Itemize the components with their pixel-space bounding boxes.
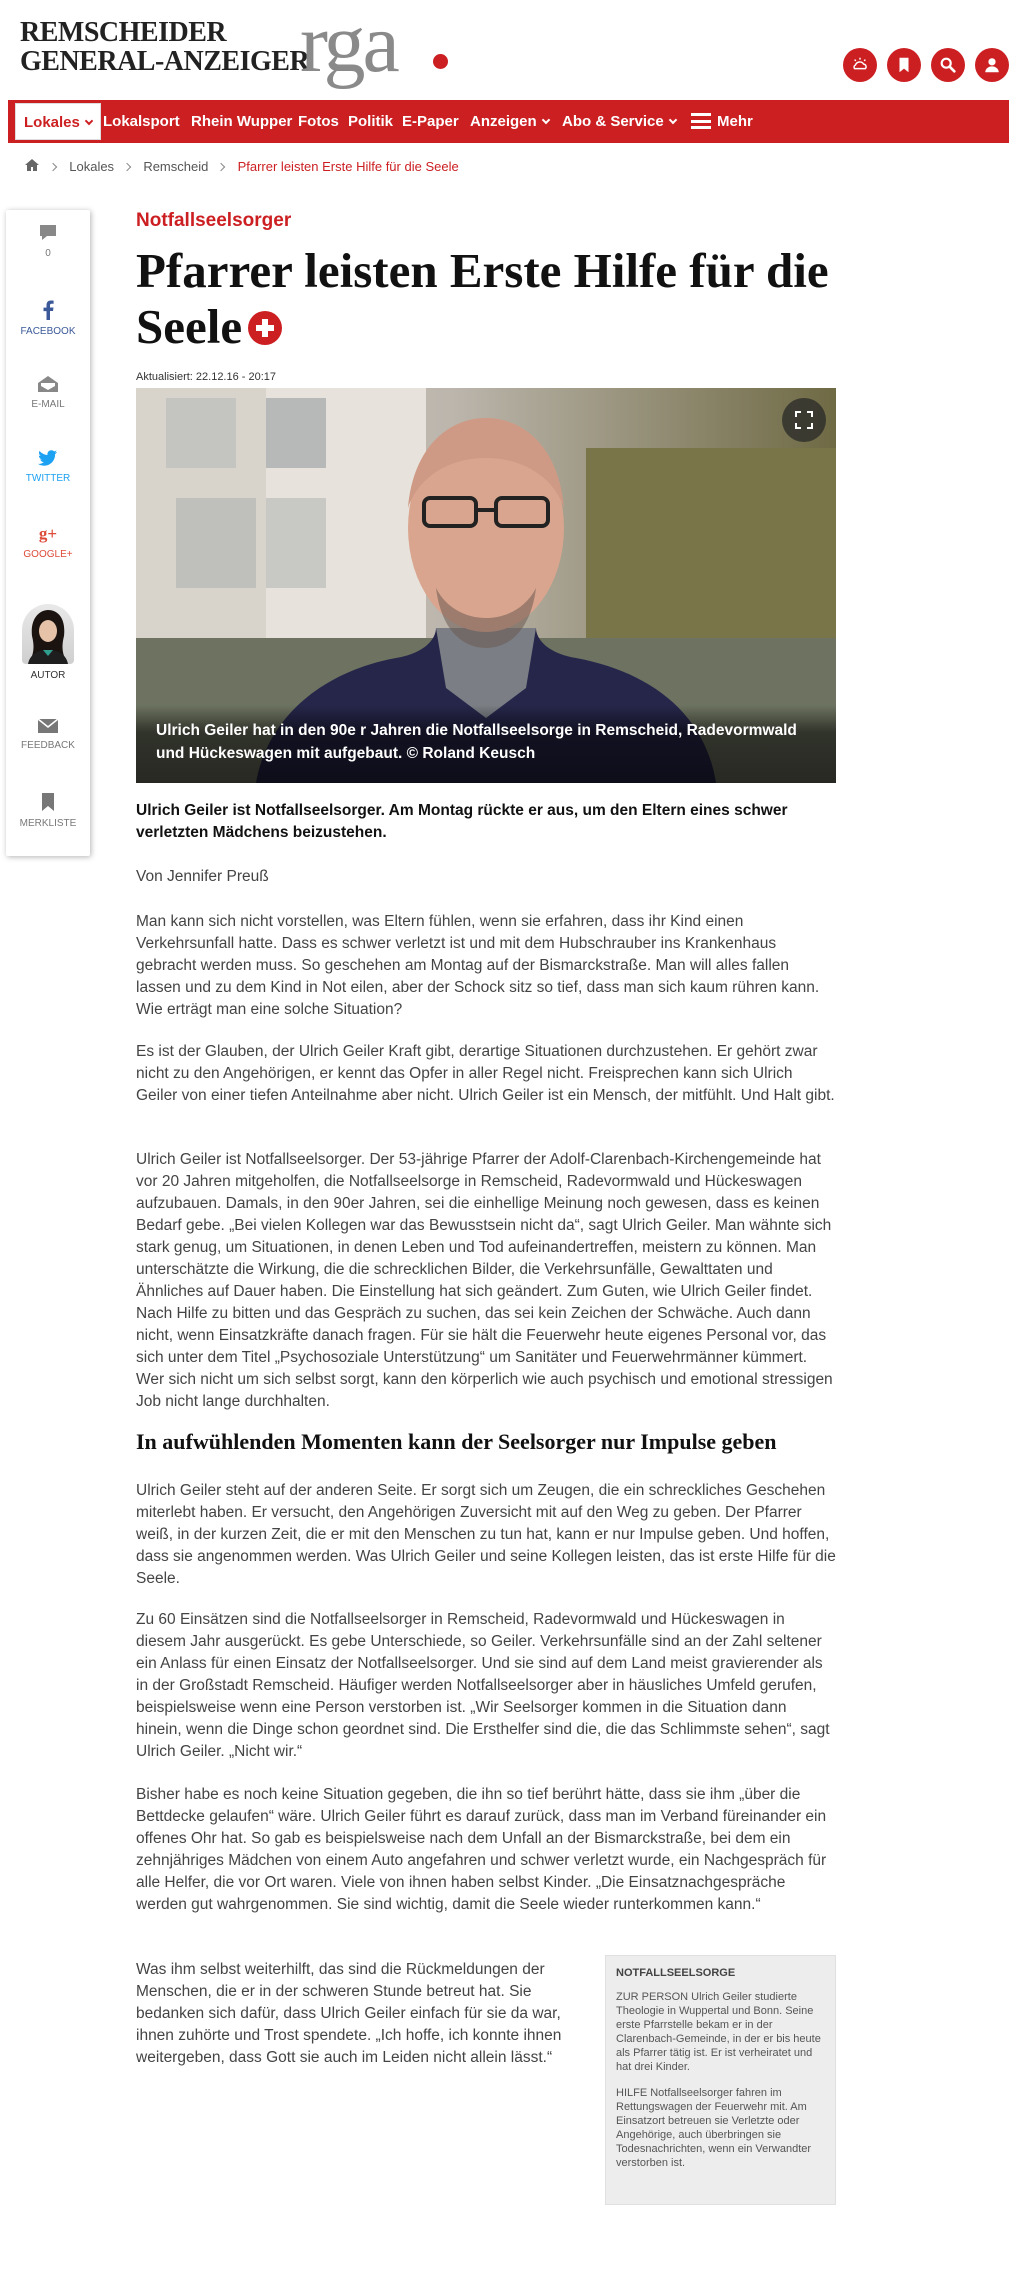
article-paragraph: Was ihm selbst weiterhilft, das sind die Rückmeldungen der Menschen, die er in der schweren Stunde betreut hat. Sie bedanken sich dafür, dass Ulrich Geiler einfach für sie da war, ihnen zuhörte und Trost spendete. „Ich hoffe, ich konnte ihnen weitergeben, dass Gott sie auch im Leiden nicht allein lässt.“	[136, 1961, 562, 2066]
nav-item-label: Abo & Service	[562, 113, 664, 130]
breadcrumb-link-remscheid[interactable]: Remscheid	[143, 159, 209, 175]
breadcrumb-link-lokales[interactable]: Lokales	[69, 159, 115, 175]
logo-rga[interactable]: rga	[300, 0, 397, 90]
breadcrumb-current: Pfarrer leisten Erste Hilfe für die Seele	[237, 159, 459, 175]
envelope-icon	[37, 718, 59, 734]
main-navigation	[8, 100, 1009, 143]
chevron-right-icon	[48, 162, 56, 170]
article-paragraph: Ulrich Geiler ist Notfallseelsorger. Der 53-jährige Pfarrer der Adolf-Clarenbach-Kirchengemeinde hat vor 20 Jahren mitgeholfen, die Notfallseelsorge in Remscheid, Radevormwald und Hückeswagen aufzubauen. Damals, in den 90er Jahren, sei die einhellige Meinung noch gewesen, dass es keinen Bedarf gebe. „Bei vielen Kollegen war das Bewusstsein nicht da“, sagt Ulrich Geiler. Man wähnte sich stark genug, um Situationen, in denen Leben und Tod aufeinandertreffen, meistern zu können. Man unterschätzte die Wirkung, die die schrecklichen Bilder, die Verkehrsunfälle, Gewalttaten und Ähnliches auf Dauer haben. Die Einstellung hat sich geändert. Zum Guten, wie Ulrich Geiler findet. Nach Hilfe zu bitten und das Gespräch zu suchen, das sei kein Zeichen der Schwäche. Auch dann nicht, wenn Einsatzkräfte danach fragen. Für sie hält die Feuerwehr heute eigenes Personal vor, das sich unter dem Titel „Psychosoziale Unterstützung“ um Sanitäter und Feuerwehrmänner kümmert. Wer sich nicht um sich selbst sorgt, kann den körperlich wie auch psychisch und emotional stressigen Job nicht lange durchhalten.	[136, 1151, 833, 1410]
article-paragraph: Man kann sich nicht vorstellen, was Eltern fühlen, wenn sie erfahren, dass ihr Kind einen Verkehrsunfall hatte. Dass es schwer verletzt ist und mit dem Hubschrauber ins Krankenhaus gebracht werden muss. So geschehen am Montag auf der Bismarckstraße. Man will alles fallen lassen und zu dem Kind in Not eilen, aber der Schock sitz so tief, dass man sich kaum rühren kann. Wie erträgt man eine solche Situation?	[136, 913, 820, 1018]
site-header	[0, 0, 1017, 100]
weather-icon[interactable]	[843, 48, 877, 82]
article-photo[interactable]	[136, 388, 836, 783]
email-share-button[interactable]	[6, 375, 90, 410]
home-icon[interactable]	[24, 158, 40, 175]
author-label: AUTOR	[30, 670, 66, 681]
nav-item-epaper[interactable]	[402, 100, 459, 143]
chevron-down-icon	[85, 117, 93, 125]
expand-icon[interactable]	[782, 398, 826, 442]
photo-caption: Ulrich Geiler hat in den 90e r Jahren die Notfallseelsorge in Remscheid, Radevormwald und Hückeswagen mit aufgebaut. © Roland Keusch	[136, 705, 836, 783]
breadcrumb	[24, 158, 459, 176]
site-logo[interactable]	[20, 18, 309, 76]
nav-item-label: Mehr	[717, 113, 753, 130]
article-paragraph: Ulrich Geiler steht auf der anderen Seite. Er sorgt sich um Zeugen, die ein schreckliches Geschehen miterlebt haben. Er versucht, den Angehörigen Zuversicht mit auf den Weg zu geben. Der Pfarrer weiß, in der kurzen Zeit, die er mit den Menschen zu tun hat, kann er nur Impulse geben. Und hoffen, dass sie angenommen werden. Was Ulrich Geiler und seine Kollegen leisten, das ist erste Hilfe für die Seele.	[136, 1482, 836, 1587]
premium-plus-icon	[248, 311, 282, 345]
article-paragraph: Zu 60 Einsätzen sind die Notfallseelsorger in Remscheid, Radevormwald und Hückeswagen in diesem Jahr ausgerückt. Es gebe Unterschiede, so Geiler. Verkehrsunfälle sind an der Zahl seltener ein Anlass für einen Einsatz der Notfallseelsorger. Und sie sind auf dem Land meist gravierender als in der Großstadt Remscheid. Häufiger werden Notfallseelsorger aber in häusliches Umfeld gerufen, beispielsweise wenn eine Person verstorben ist. „Wir Seelsorger kommen in die Situation dann hinein, wenn die Dinge schon geordnet sind. Die Ersthelfer sind die, die das Schlimmste sehen“, sagt Ulrich Geiler. „Nicht wir.“	[136, 1611, 830, 1760]
chevron-down-icon	[668, 116, 676, 124]
twitter-label: TWITTER	[25, 473, 71, 484]
nav-item-label: Lokales	[24, 114, 80, 131]
headline-text: Pfarrer leisten Erste Hilfe für die Seele	[136, 243, 829, 354]
page-title	[136, 243, 856, 355]
info-box-person: ZUR PERSON Ulrich Geiler studierte Theologie in Wuppertal und Bonn. Seine erste Pfarrstelle bekam er in der Clarenbach-Gemeinde, in der er bis heute als Pfarrer tätig ist. Er ist verheiratet und hat drei Kinder.	[616, 1991, 821, 2073]
chevron-down-icon	[541, 116, 549, 124]
article-kicker: Notfallseelsorger	[136, 210, 292, 231]
menu-icon	[691, 113, 711, 129]
nav-item-mehr[interactable]	[691, 100, 753, 143]
nav-item-label: Anzeigen	[470, 113, 537, 130]
nav-item-politik[interactable]	[348, 100, 393, 143]
article-teaser: Ulrich Geiler ist Notfallseelsorger. Am Montag rückte er aus, um den Eltern eines schwer verletzten Mädchens beizustehen.	[136, 802, 788, 841]
logo-line-1: REMSCHEIDER	[20, 17, 227, 48]
user-icon[interactable]	[975, 48, 1009, 82]
nav-item-anzeigen[interactable]	[470, 100, 549, 143]
bookmark-icon	[41, 792, 55, 812]
facebook-icon	[42, 300, 54, 320]
facebook-share-button[interactable]	[6, 300, 90, 337]
logo-line-2: GENERAL-ANZEIGER	[20, 46, 310, 77]
info-box-hilfe: HILFE Notfallseelsorger fahren im Rettungswagen der Feuerwehr mit. Am Einsatzort betreuen sie Verletzte oder Angehörige, auch überbringen sie Todesnachrichten, wenn ein Verwandter verstorben ist.	[616, 2087, 812, 2169]
email-label: E-MAIL	[31, 399, 65, 410]
facebook-label: FACEBOOK	[20, 326, 76, 337]
nav-item-label: Rhein Wupper	[191, 113, 293, 130]
twitter-share-button[interactable]	[6, 450, 90, 484]
article-paragraph: Es ist der Glauben, der Ulrich Geiler Kraft gibt, derartige Situationen durchzustehen. Er gehört zwar nicht zu den Angehörigen, er kennt das Opfer in aller Regel nicht. Freisprechen kann sich Ulrich Geiler von einer tiefen Anteilnahme aber nicht. Ulrich Geiler ist ein Mensch, der mitfühlt. Und Halt gibt.	[136, 1043, 835, 1104]
chevron-right-icon	[217, 162, 225, 170]
merkliste-label: MERKLISTE	[19, 818, 77, 829]
share-sidebar	[6, 210, 90, 856]
bookmark-icon[interactable]	[887, 48, 921, 82]
merkliste-button[interactable]	[6, 792, 90, 829]
info-box	[605, 1955, 836, 2205]
author-button[interactable]	[6, 604, 90, 681]
twitter-icon	[38, 450, 58, 467]
feedback-button[interactable]	[6, 718, 90, 751]
nav-item-label: E-Paper	[402, 113, 459, 130]
search-icon[interactable]	[931, 48, 965, 82]
nav-item-label: Politik	[348, 113, 394, 130]
feedback-label: FEEDBACK	[21, 740, 75, 751]
comments-count: 0	[45, 248, 51, 259]
nav-item-label: Fotos	[298, 113, 339, 130]
nav-item-fotos[interactable]	[298, 100, 339, 143]
chevron-right-icon	[122, 162, 130, 170]
nav-item-abo-service[interactable]	[562, 100, 676, 143]
comment-icon	[38, 224, 58, 242]
googleplus-icon: g+	[38, 524, 58, 543]
nav-item-lokalsport[interactable]	[103, 100, 180, 143]
nav-item-rhein-wupper[interactable]	[191, 100, 292, 143]
googleplus-label: GOOGLE+	[23, 549, 73, 560]
comments-button[interactable]	[6, 224, 90, 259]
article-byline: Von Jennifer Preuß	[136, 868, 269, 885]
email-icon	[37, 375, 59, 393]
googleplus-share-button[interactable]	[6, 525, 90, 560]
nav-item-label: Lokalsport	[103, 113, 180, 130]
updated-timestamp: Aktualisiert: 22.12.16 - 20:17	[136, 371, 277, 383]
avatar	[22, 604, 74, 664]
article-paragraph: Bisher habe es noch keine Situation gegeben, die ihn so tief berührt hätte, dass sie ihm „über die Bettdecke gelaufen“ wäre. Ulrich Geiler führt es darauf zurück, dass man im Verband füreinander ein offenes Ohr hat. So gab es beispielsweise nach dem Unfall an der Bismarckstraße, bei dem ein zehnjähriges Mädchen von einem Auto angefahren und schwer verletzt wurde, ein Nachgespräch für alle Helfer, die vor Ort waren. Viele von ihnen haben selbst Kinder. „Die Einsatznachgespräche werden gut wahrgenommen. Sie sind wichtig, damit die Seele wieder runterkommen kann.“	[136, 1786, 827, 1913]
info-box-title: NOTFALLSEELSORGE	[616, 1967, 736, 1979]
article-subheading: In aufwühlenden Momenten kann der Seelsorger nur Impulse geben	[136, 1429, 777, 1454]
logo-dot	[433, 54, 448, 69]
nav-item-lokales[interactable]	[15, 103, 101, 140]
